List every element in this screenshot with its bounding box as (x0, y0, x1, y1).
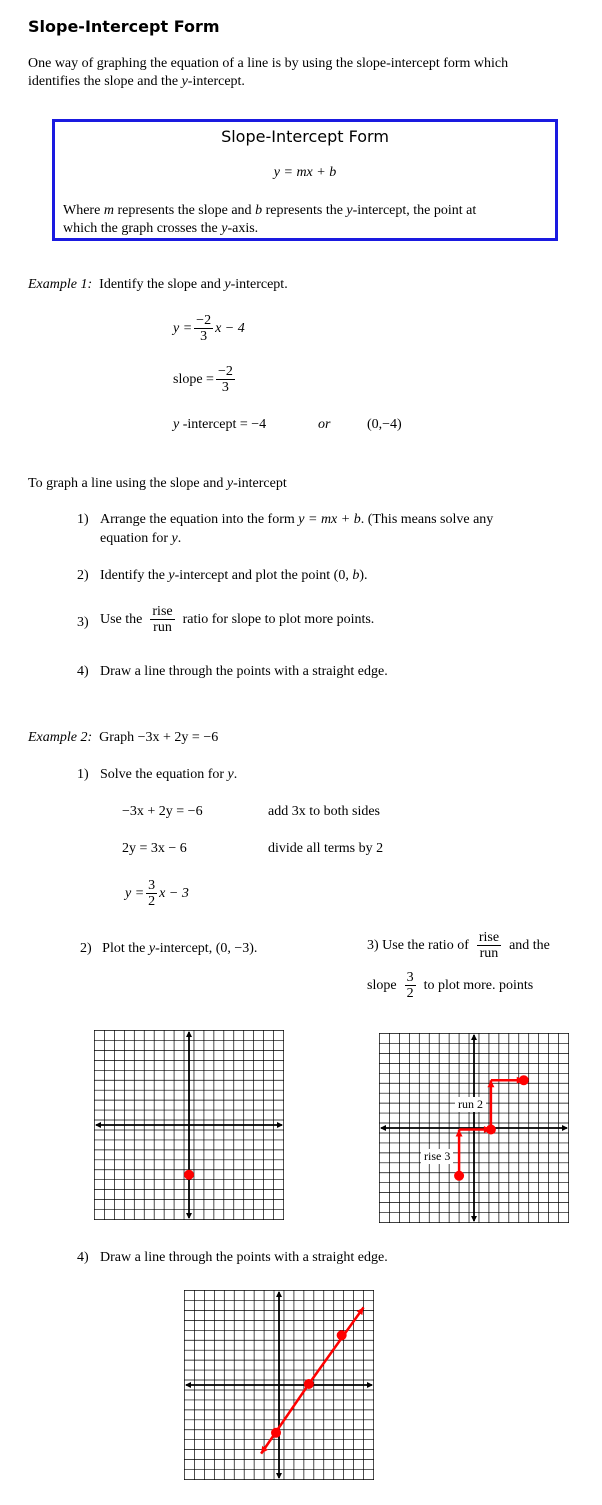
line-lower (261, 1384, 309, 1454)
x-axis-arrow-left (95, 1122, 101, 1128)
step4-number: 4) (77, 664, 89, 679)
y-axis-arrow-down (471, 1216, 477, 1222)
example1-or: or (318, 417, 331, 432)
step2-number: 2) (77, 568, 89, 583)
definition-text-1: Where m represents the slope and b represents the y-intercept, the point at (63, 203, 477, 218)
step2-text: Identify the y-intercept and plot the point (0, b). (100, 568, 368, 583)
x-axis-arrow-right (277, 1122, 283, 1128)
example2-step3-line2: slope $\frac{3}{2}$ to plot more. points (367, 970, 534, 1002)
y-axis-arrow-up (276, 1291, 282, 1297)
y-axis-arrow-up (186, 1031, 192, 1037)
definition-heading: Slope-Intercept Form (221, 127, 389, 146)
example2-heading: Example 2: Graph −3x + 2y = −6 (28, 730, 219, 745)
y-axis-arrow-up (471, 1034, 477, 1040)
solve-row1-note: add 3x to both sides (268, 804, 380, 819)
point-2-0 (486, 1124, 496, 1134)
definition-text-2: which the graph crosses the y-axis. (63, 221, 259, 236)
example2-step3-line1: 3) Use the ratio of $\frac{\text{rise}}{\text{run}}$ and the (367, 930, 550, 962)
point-0-neg3 (454, 1171, 464, 1181)
point-y-intercept (184, 1170, 194, 1180)
solve-row2-equation: 2y = 3x − 6 (122, 841, 187, 856)
example1-slope: slope = $\frac{-2}{3}$ (173, 364, 233, 396)
graph-final-line (184, 1290, 374, 1480)
x-axis-arrow-left (380, 1125, 386, 1131)
intro-line2: identifies the slope and the y-intercept. (28, 74, 245, 89)
x-axis-arrow-right (562, 1125, 568, 1131)
page-title: Slope-Intercept Form (28, 17, 220, 36)
point-4-3 (337, 1330, 347, 1340)
example1-equation: y = $\frac{-2}{3}$ x − 4 (173, 313, 245, 345)
example2-step4-number: 4) (77, 1250, 89, 1265)
example1-heading: Example 1: Identify the slope and y-intercept. (28, 277, 288, 292)
step4-text: Draw a line through the points with a straight edge. (100, 664, 388, 679)
rise-label: rise 3 (421, 1149, 453, 1164)
steps-intro: To graph a line using the slope and y-intercept (28, 476, 287, 491)
definition-formula: y = mx + b (273, 165, 337, 180)
run-label: run 2 (455, 1097, 486, 1112)
example1-point: (0,−4) (367, 417, 402, 432)
graph-rise-run (379, 1033, 569, 1223)
step3-text: Use the $\frac{\text{rise}}{\text{run}}$ ratio for slope to plot more points. (100, 604, 375, 636)
point-2-0 (304, 1379, 314, 1389)
point-4-3 (519, 1075, 529, 1085)
example2-step1-number: 1) (77, 767, 89, 782)
x-axis-arrow-left (185, 1382, 191, 1388)
solve-row2-note: divide all terms by 2 (268, 841, 384, 856)
solve-row1-equation: −3x + 2y = −6 (122, 804, 203, 819)
graph-y-intercept (94, 1030, 284, 1220)
point-0-neg3 (271, 1428, 281, 1438)
line-upper (309, 1307, 364, 1384)
example1-y-intercept: y -intercept = −4 (173, 417, 267, 432)
intro-line1: One way of graphing the equation of a line is by using the slope-intercept form which (28, 56, 509, 71)
x-axis-arrow-right (367, 1382, 373, 1388)
y-axis-arrow-down (276, 1473, 282, 1479)
example2-step2: 2) Plot the y-intercept, (0, −3). (80, 941, 258, 956)
example2-step1-text: Solve the equation for y. (100, 767, 238, 782)
step3-number: 3) (77, 615, 89, 630)
step1-text-2: equation for y. (100, 531, 182, 546)
step1-number: 1) (77, 512, 89, 527)
y-axis-arrow-down (186, 1213, 192, 1219)
example2-step4-text: Draw a line through the points with a straight edge. (100, 1250, 388, 1265)
solve-row3-equation: y = $\frac{3}{2}$ x − 3 (125, 878, 189, 910)
step1-text: Arrange the equation into the form y = mx + b. (This means solve any (100, 512, 494, 527)
